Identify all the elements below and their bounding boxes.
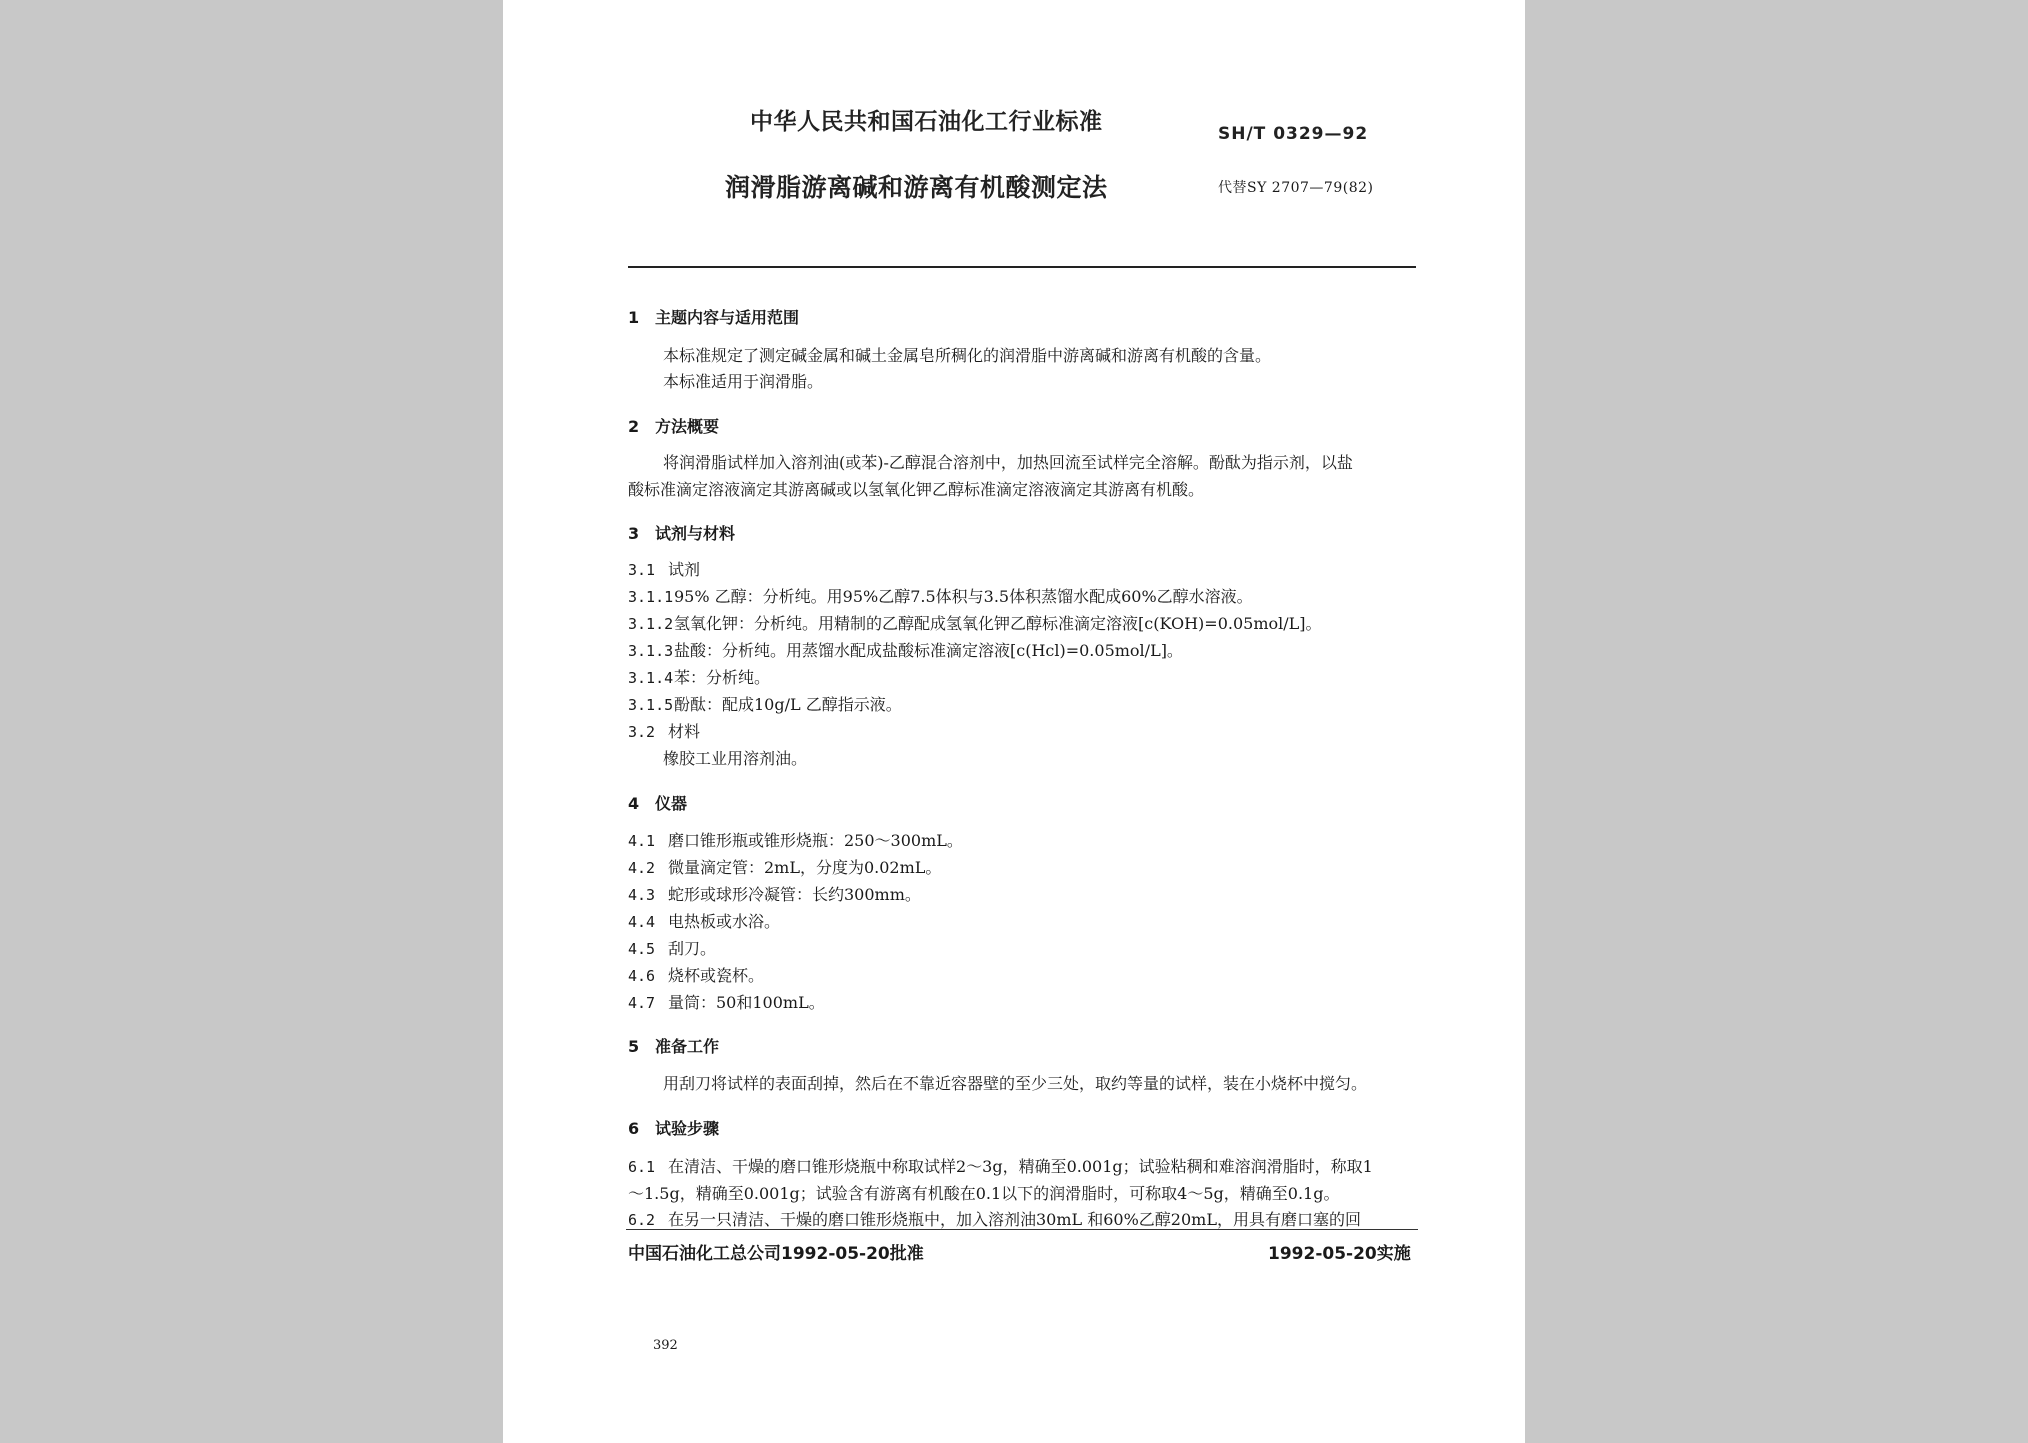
replaces-standard: 代替SY 2707—79(82) [1218, 180, 1374, 196]
list-item [628, 697, 902, 713]
list-item [628, 670, 770, 686]
document-number: SH/T 0329—92 [1218, 124, 1369, 144]
item-number: 3.1.4 [628, 669, 674, 687]
subsection-3-2 [628, 724, 700, 740]
list-item [628, 643, 1183, 659]
section-number: 4 [628, 794, 640, 813]
section-3-heading [628, 521, 735, 544]
material-description: 橡胶工业用溶剂油。 [663, 749, 808, 768]
item-number: 4.1 [628, 832, 656, 850]
section-number: 1 [628, 308, 640, 327]
list-item [628, 887, 921, 903]
step-6-1-line-2: ～1.5g，精确至0.001g；试验含有游离有机酸在0.1以下的润滑脂时，可称取4～5g，精确至0.1g。 [628, 1184, 1340, 1203]
list-item [628, 995, 825, 1011]
section-6-heading [628, 1116, 719, 1139]
step-6-2-line-1 [628, 1212, 1361, 1228]
section-1-heading [628, 305, 799, 328]
item-text: 盐酸：分析纯。用蒸馏水配成盐酸标准滴定溶液[c(Hcl)=0.05mol/L]。 [674, 641, 1183, 660]
item-text: 95% 乙醇：分析纯。用95%乙醇7.5体积与3.5体积蒸馏水配成60%乙醇水溶液。 [674, 587, 1253, 606]
item-number: 3.1 [628, 561, 656, 579]
list-item [628, 968, 764, 984]
item-text: 磨口锥形瓶或锥形烧瓶：250～300mL。 [668, 831, 963, 850]
page-number: 392 [653, 1338, 678, 1353]
section-number: 5 [628, 1037, 640, 1056]
step-6-1-line-1 [628, 1159, 1373, 1175]
header-divider [628, 266, 1416, 268]
item-text: 在清洁、干燥的磨口锥形烧瓶中称取试样2～3g，精确至0.001g；试验粘稠和难溶润滑脂时，称取1 [668, 1157, 1373, 1176]
item-number: 3.1.5 [628, 696, 674, 714]
item-text: 苯：分析纯。 [674, 668, 771, 687]
item-number: 4.2 [628, 859, 656, 877]
implementation-date: 1992-05-20实施 [1268, 1244, 1411, 1264]
footer-divider [626, 1229, 1418, 1230]
subsection-3-1 [628, 562, 700, 578]
item-text: 在另一只清洁、干燥的磨口锥形烧瓶中，加入溶剂油30mL 和60%乙醇20mL，用具有磨口塞的回 [668, 1210, 1361, 1229]
list-item [628, 941, 716, 957]
list-item [628, 833, 963, 849]
item-number: 4.5 [628, 940, 656, 958]
section-2-line-2: 酸标准滴定溶液滴定其游离碱或以氢氧化钾乙醇标准滴定溶液滴定其游离有机酸。 [628, 480, 1205, 499]
list-item [628, 616, 1322, 632]
item-number: 4.6 [628, 967, 656, 985]
section-2-line-1: 将润滑脂试样加入溶剂油(或苯)-乙醇混合溶剂中，加热回流至试样完全溶解。酚酞为指示剂，以盐 [663, 453, 1353, 472]
section-5-paragraph: 用刮刀将试样的表面刮掉，然后在不靠近容器壁的至少三处，取约等量的试样，装在小烧杯中搅匀。 [663, 1074, 1368, 1093]
item-text: 烧杯或瓷杯。 [668, 966, 765, 985]
section-number: 3 [628, 524, 640, 543]
section-title: 方法概要 [655, 417, 720, 436]
item-number: 3.1.2 [628, 615, 674, 633]
item-number: 3.1.1 [628, 588, 674, 606]
item-text: 刮刀。 [668, 939, 717, 958]
item-text: 微量滴定管：2mL，分度为0.02mL。 [668, 858, 942, 877]
item-number: 3.1.3 [628, 642, 674, 660]
list-item [628, 914, 780, 930]
item-number: 6.2 [628, 1211, 656, 1229]
approval-note: 中国石油化工总公司1992-05-20批准 [628, 1244, 924, 1264]
section-2-heading [628, 414, 719, 437]
section-title: 试验步骤 [655, 1119, 720, 1138]
item-text: 材料 [668, 722, 701, 741]
section-title: 仪器 [655, 794, 688, 813]
item-text: 量筒：50和100mL。 [668, 993, 825, 1012]
document-page [503, 0, 1525, 1443]
item-text: 酚酞：配成10g/L 乙醇指示液。 [674, 695, 902, 714]
item-text: 试剂 [668, 560, 701, 579]
section-number: 6 [628, 1119, 640, 1138]
document-title: 润滑脂游离碱和游离有机酸测定法 [725, 173, 1108, 202]
item-text: 氢氧化钾：分析纯。用精制的乙醇配成氢氧化钾乙醇标准滴定溶液[c(KOH)=0.05mol/L]。 [674, 614, 1322, 633]
item-number: 4.4 [628, 913, 656, 931]
item-number: 6.1 [628, 1158, 656, 1176]
list-item [628, 589, 1253, 605]
item-number: 3.2 [628, 723, 656, 741]
issuing-organization: 中华人民共和国石油化工行业标准 [750, 109, 1103, 135]
item-number: 4.3 [628, 886, 656, 904]
section-1-paragraph-2: 本标准适用于润滑脂。 [663, 372, 824, 391]
section-number: 2 [628, 417, 640, 436]
item-number: 4.7 [628, 994, 656, 1012]
list-item [628, 860, 941, 876]
section-4-heading [628, 791, 687, 814]
section-1-paragraph-1: 本标准规定了测定碱金属和碱土金属皂所稠化的润滑脂中游离碱和游离有机酸的含量。 [663, 346, 1272, 365]
section-title: 准备工作 [655, 1037, 720, 1056]
section-5-heading [628, 1034, 719, 1057]
section-title: 主题内容与适用范围 [655, 308, 800, 327]
section-title: 试剂与材料 [655, 524, 736, 543]
item-text: 蛇形或球形冷凝管：长约300mm。 [668, 885, 921, 904]
item-text: 电热板或水浴。 [668, 912, 781, 931]
